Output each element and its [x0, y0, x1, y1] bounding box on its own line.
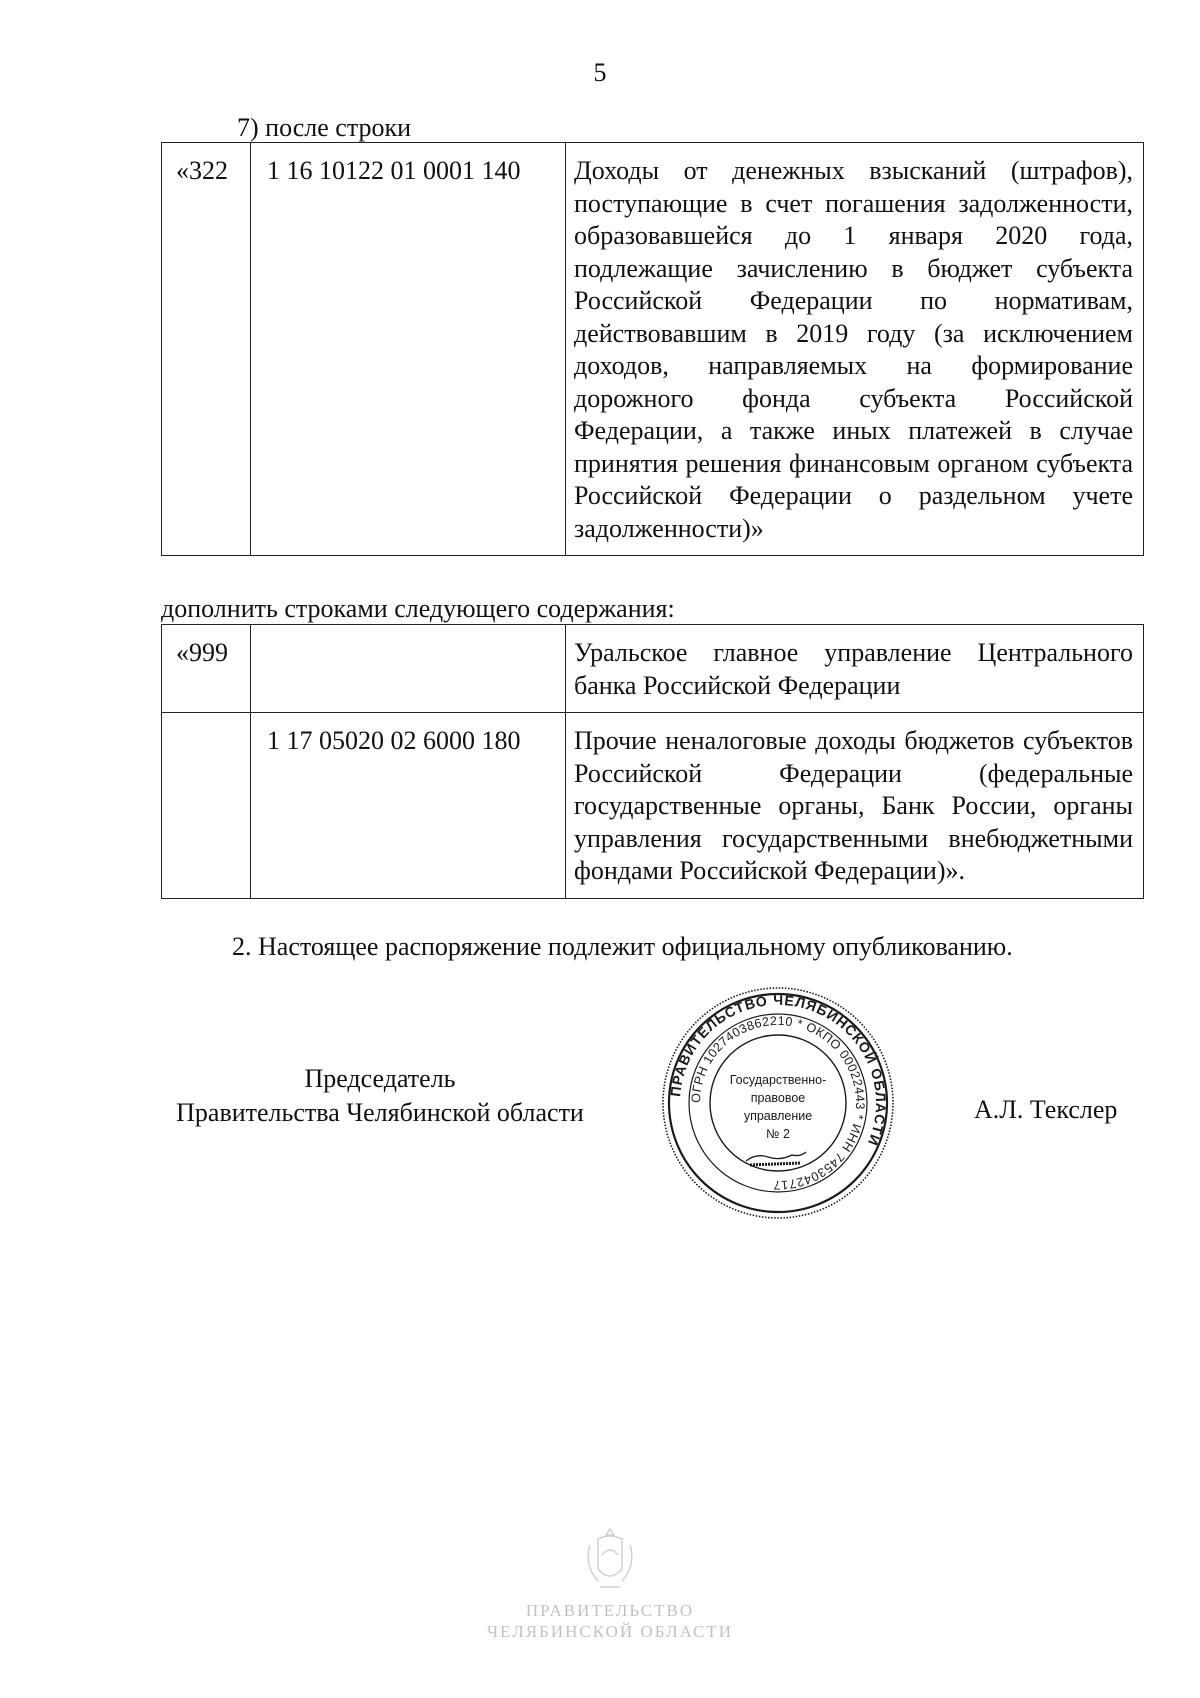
- revenue-table-existing: [161, 142, 1144, 556]
- table-row: [162, 713, 1144, 899]
- intro-line: 7) после строки: [237, 113, 412, 142]
- admin-code-cell: «322: [162, 143, 251, 556]
- official-seal-stamp: [658, 983, 898, 1223]
- kbk-code-cell: [251, 625, 566, 713]
- page-number: 5: [593, 58, 607, 87]
- coat-of-arms-icon: [580, 1525, 640, 1595]
- signatory-name: А.Л. Текслер: [974, 1095, 1118, 1124]
- government-watermark: [470, 1525, 750, 1642]
- stamp-ring-text: ОГРН 1027403862210 * ОКПО 00022443 * ИНН 7453042717: [688, 1013, 868, 1193]
- kbk-code-cell: 1 16 10122 01 0001 140: [251, 143, 566, 556]
- watermark-line2: ЧЕЛЯБИНСКОЙ ОБЛАСТИ: [486, 1622, 734, 1641]
- stamp-center-line1: Государственно-: [729, 1073, 827, 1087]
- table-row: [162, 143, 1144, 556]
- table-row: [162, 625, 1144, 713]
- revenue-description-cell: Прочие неналоговые доходы бюджетов субъектов Российской Федерации (федеральные государственные органы, Банк России, органы управления государственными внебюджетными фондами Российской Федерации)».: [566, 713, 1144, 899]
- signatory-title-line1: Председатель: [304, 1064, 456, 1093]
- admin-code-cell: «999: [162, 625, 251, 713]
- signatory-title: [155, 1062, 605, 1130]
- signatory-title-line2: Правительства Челябинской области: [176, 1098, 584, 1127]
- revenue-description-cell: Доходы от денежных взысканий (штрафов), поступающие в счет погашения задолженности, образовавшейся до 1 января 2020 года, подлежащие зачислению в бюджет субъекта Российской Федерации по нормативам, действовавшим в 2019 году (за исключением доходов, направляемых на формирование дорожного фонда субъекта Российской Федерации, а также иных платежей в случае принятия решения финансовым органом субъекта Российской Федерации о раздельном учете задолженности)»: [566, 143, 1144, 556]
- revenue-description-cell: Уральское главное управление Центрального банка Российской Федерации: [566, 625, 1144, 713]
- admin-code-cell: [162, 713, 251, 899]
- watermark-line1: ПРАВИТЕЛЬСТВО: [525, 1601, 695, 1620]
- stamp-center-line4: № 2: [766, 1127, 790, 1141]
- stamp-outer-text: ПРАВИТЕЛЬСТВО ЧЕЛЯБИНСКОЙ ОБЛАСТИ: [667, 991, 890, 1149]
- signature-scribble: [746, 1152, 806, 1165]
- clause-2: 2. Настоящее распоряжение подлежит официальному опубликованию.: [232, 932, 1013, 961]
- revenue-table-added: [161, 624, 1144, 899]
- kbk-code-cell: 1 17 05020 02 6000 180: [251, 713, 566, 899]
- stamp-center-line2: правовое: [750, 1091, 806, 1105]
- stamp-center-line3: управление: [743, 1109, 813, 1123]
- amendment-line: дополнить строками следующего содержания:: [161, 594, 675, 623]
